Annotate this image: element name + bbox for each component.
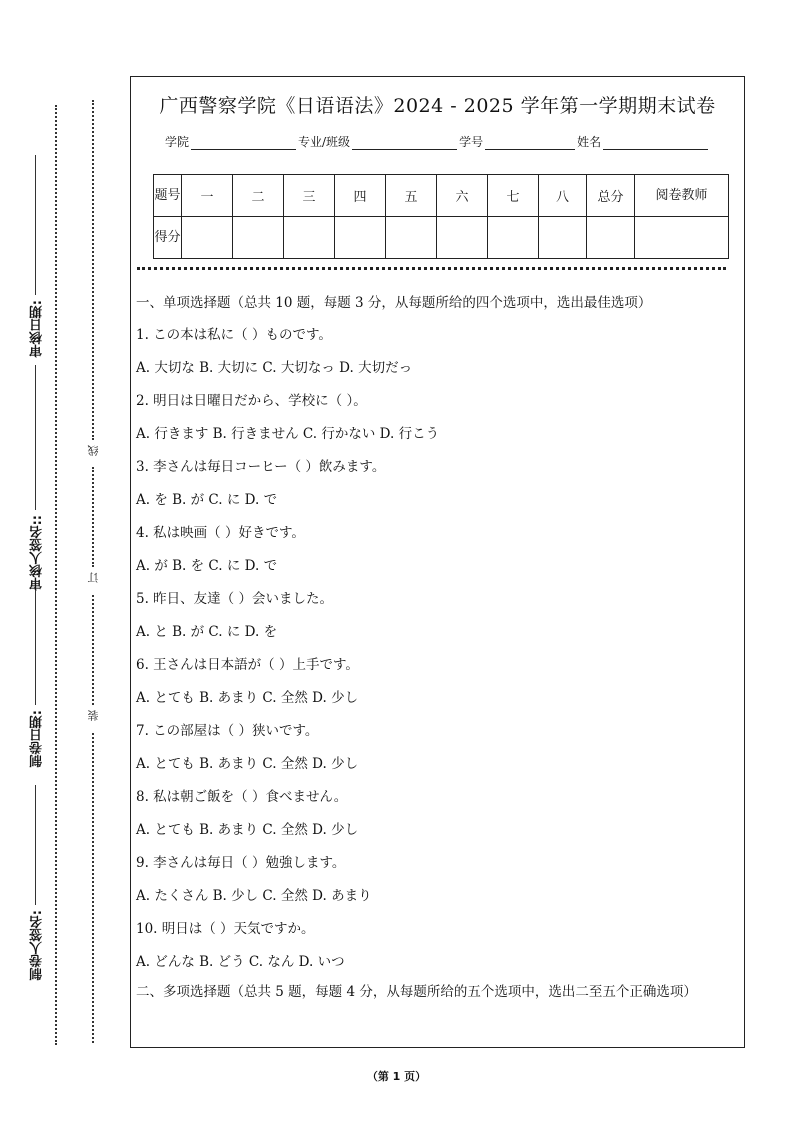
auditor-signature-label: 审核人签名:: (30, 515, 45, 591)
auditor-signature-line (35, 365, 36, 510)
audit-date-line (35, 155, 36, 295)
field-label-student-id: 学号 (459, 135, 484, 149)
section1-heading: 一、单项选择题（总共 10 题，每题 3 分，从每题所给的四个选项中，选出最佳选项） (136, 295, 652, 311)
cut-line-mid2 (92, 595, 94, 705)
col-header-total: 总分 (587, 175, 635, 217)
col-header-1: 一 (182, 175, 233, 217)
row-label-question-no: 题号 (154, 175, 182, 217)
field-label-school: 学院 (165, 135, 190, 149)
field-label-major-class: 专业/班级 (298, 135, 351, 149)
col-header-6: 六 (437, 175, 488, 217)
score-cell-6[interactable] (437, 217, 488, 259)
cut-line-bottom (92, 733, 94, 1043)
question: 2. 明日は日曜日だから、学校に（ ）。 (136, 393, 367, 409)
score-table-header-row (154, 175, 729, 217)
question: 6. 王さんは日本語が（ ）上手です。 (136, 657, 359, 673)
examiner-signature-line (35, 785, 36, 905)
section1 (136, 293, 741, 985)
binding-char-zhuang: 装 (87, 710, 100, 721)
question: 10. 明日は（ ）天気ですか。 (136, 921, 315, 937)
score-cell-8[interactable] (539, 217, 587, 259)
question-options: A. とても B. あまり C. 全然 D. 少し (136, 822, 359, 838)
score-cell-3[interactable] (284, 217, 335, 259)
question: 7. この部屋は（ ）狭いです。 (136, 723, 319, 739)
question: 8. 私は朝ご飯を（ ）食べません。 (136, 789, 348, 805)
question: 1. この本は私に（ ）ものです。 (136, 327, 332, 343)
section2-heading: 二、多项选择题（总共 5 题，每题 4 分，从每题所给的五个选项中，选出二至五个正确选项） (136, 984, 697, 1000)
col-header-grader: 阅卷教师 (635, 175, 729, 217)
col-header-4: 四 (335, 175, 386, 217)
field-line-major-class[interactable] (352, 137, 457, 150)
score-cell-1[interactable] (182, 217, 233, 259)
score-cell-5[interactable] (386, 217, 437, 259)
question-options: A. とても B. あまり C. 全然 D. 少し (136, 690, 359, 706)
field-line-school[interactable] (191, 137, 296, 150)
cut-line-top (92, 100, 94, 440)
question-options: A. とても B. あまり C. 全然 D. 少し (136, 756, 359, 772)
cut-line-mid1 (92, 467, 94, 567)
student-info-row (165, 133, 710, 150)
question: 9. 李さんは毎日（ ）勉強します。 (136, 855, 346, 871)
examiner-signature-label: 制卷人签名: (30, 910, 45, 981)
outer-dotted-line (55, 105, 57, 1045)
question-options: A. が B. を C. に D. で (136, 558, 278, 574)
header-divider (137, 267, 726, 270)
exam-paper-frame (130, 76, 745, 1048)
col-header-8: 八 (539, 175, 587, 217)
field-label-name: 姓名 (577, 135, 602, 149)
field-line-student-id[interactable] (485, 137, 575, 150)
score-cell-7[interactable] (488, 217, 539, 259)
question: 4. 私は映画（ ）好きです。 (136, 525, 305, 541)
exam-date-line (35, 590, 36, 705)
col-header-3: 三 (284, 175, 335, 217)
binding-margin (18, 95, 100, 1045)
row-label-score: 得分 (154, 217, 182, 259)
question-options: A. を B. が C. に D. で (136, 492, 278, 508)
score-table (153, 174, 729, 259)
question-options: A. どんな B. どう C. なん D. いつ (136, 954, 345, 970)
score-cell-4[interactable] (335, 217, 386, 259)
score-table-score-row (154, 217, 729, 259)
field-line-name[interactable] (603, 137, 708, 150)
question-options: A. 行きます B. 行きません C. 行かない D. 行こう (136, 426, 440, 442)
col-header-7: 七 (488, 175, 539, 217)
score-cell-total[interactable] (587, 217, 635, 259)
score-cell-2[interactable] (233, 217, 284, 259)
col-header-2: 二 (233, 175, 284, 217)
exam-title: 广西警察学院《日语语法》2024 - 2025 学年第一学期期末试卷 (159, 95, 716, 117)
binding-char-xian: 线 (87, 445, 100, 456)
question-options: A. たくさん B. 少し C. 全然 D. あまり (136, 888, 372, 904)
score-cell-grader[interactable] (635, 217, 729, 259)
binding-char-ding: 订 (87, 572, 100, 583)
col-header-5: 五 (386, 175, 437, 217)
question: 3. 李さんは毎日コーヒー（ ）飲みます。 (136, 459, 386, 475)
audit-date-label: 审核日期: (30, 300, 45, 358)
question-options: A. 大切な B. 大切に C. 大切なっ D. 大切だっ (136, 360, 413, 376)
page-number: （第 1 页） (366, 1070, 427, 1083)
exam-date-label: 制卷日期: (30, 710, 45, 768)
question-options: A. と B. が C. に D. を (136, 624, 278, 640)
question: 5. 昨日、友達（ ）会いました。 (136, 591, 333, 607)
